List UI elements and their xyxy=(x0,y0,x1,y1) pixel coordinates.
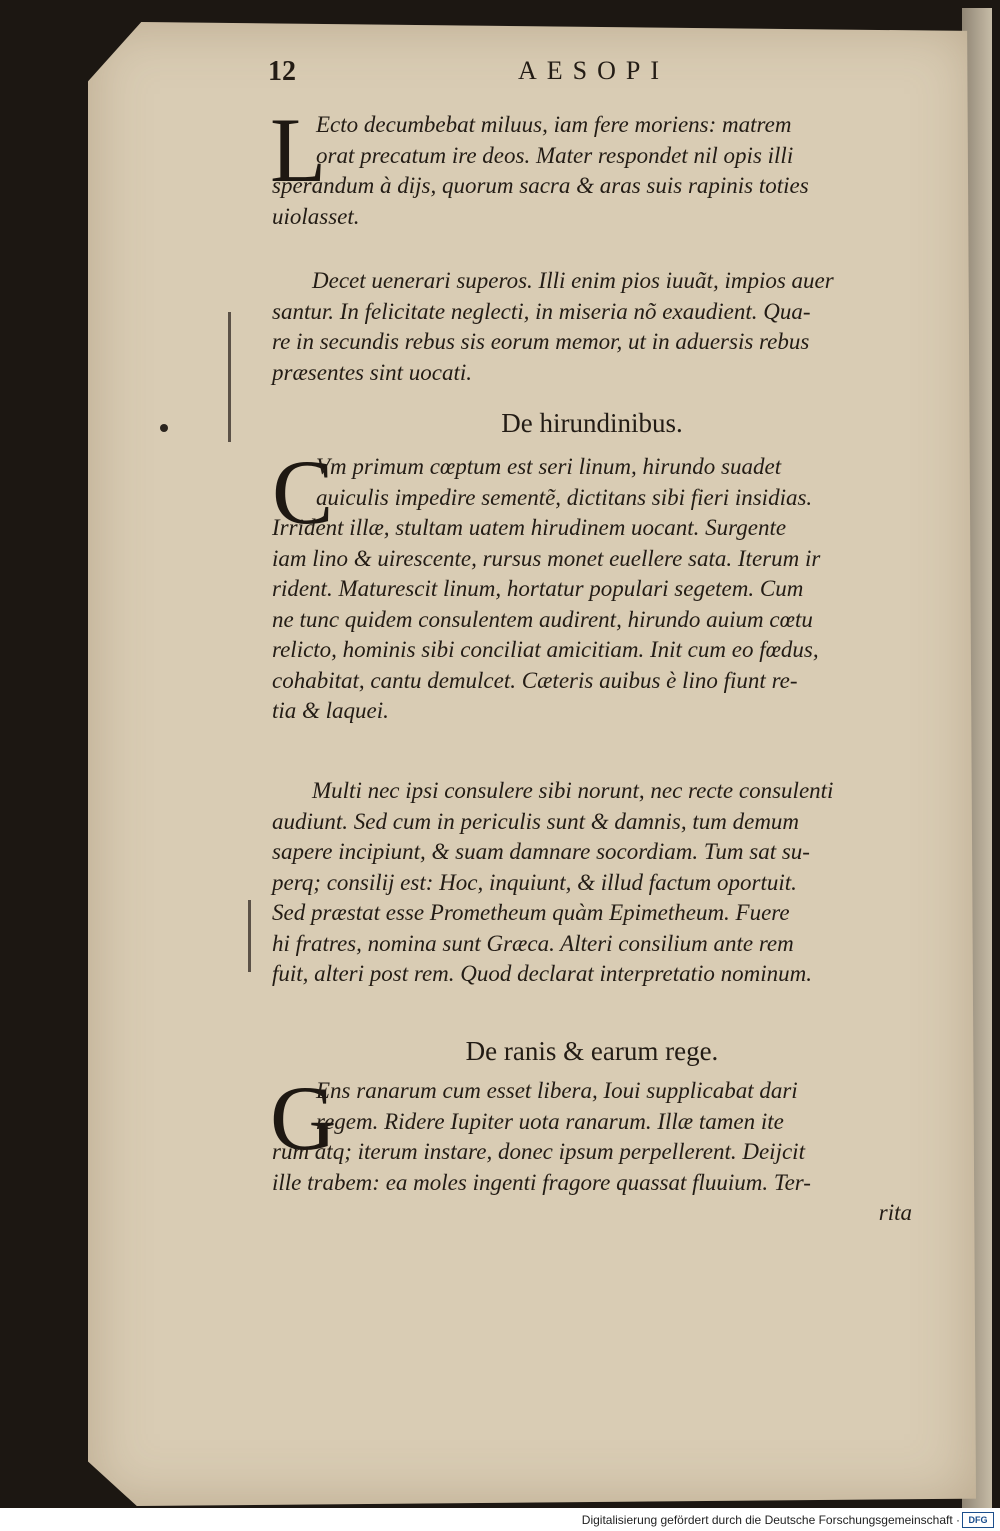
text-line: tia & laquei. xyxy=(272,698,389,723)
text-line: orat precatum ire deos. Mater respondet nil opis illi xyxy=(316,142,794,168)
text-line: Ecto decumbebat miluus, iam fere moriens: matrem xyxy=(316,112,792,137)
text-line: Vm primum cœptum est seri linum, hirundo suadet xyxy=(316,454,782,479)
fable1-text xyxy=(272,110,912,232)
text-line: relicto, hominis sibi conciliat amicitiam. Init cum eo fœdus, xyxy=(272,637,819,662)
text-line: perq; consilij est: Hoc, inquiunt, & illud factum oportuit. xyxy=(272,869,797,895)
initial-letter: L xyxy=(270,99,327,201)
text-line: Ens ranarum cum esset libera, Ioui supplicabat dari xyxy=(316,1078,798,1103)
text-line: rident. Maturescit linum, hortatur populari segetem. Cum xyxy=(272,576,804,601)
text-line: ne tunc quidem consulentem audirent, hirundo auium cœtu xyxy=(272,606,813,632)
book-page xyxy=(88,22,976,1506)
fable3-text xyxy=(272,1076,912,1229)
text-line: præsentes sint uocati. xyxy=(272,359,472,385)
margin-mark xyxy=(228,312,231,442)
catchword: rita xyxy=(878,1200,912,1225)
fable1-moral xyxy=(272,266,912,388)
text-line: uiolasset. xyxy=(272,203,360,229)
fable2-moral xyxy=(272,776,912,990)
margin-mark xyxy=(248,900,251,972)
text-line: iam lino & uirescente, rursus monet euellere sata. Iterum ir xyxy=(272,545,821,571)
section-heading: De hirundinibus. xyxy=(501,408,683,438)
text-line: sapere incipiunt, & suam damnare socordiam. Tum sat su- xyxy=(272,839,810,864)
text-line: ille trabem: ea moles ingenti fragore quassat fluuium. Ter- xyxy=(272,1169,811,1195)
section-heading: De ranis & earum rege. xyxy=(465,1036,719,1066)
running-title: AESOPI xyxy=(518,56,670,85)
text-line: Multi nec ipsi consulere sibi norunt, nec recte consulenti xyxy=(312,778,834,803)
text-line: Decet uenerari superos. Illi enim pios iuuãt, impios auer xyxy=(312,268,834,293)
initial-letter: C xyxy=(272,441,334,543)
text-line: rum atq; iterum instare, donec ipsum perpellerent. Deijcit xyxy=(272,1139,805,1164)
text-line: cohabitat, cantu demulcet. Cæteris auibus è lino fiunt re- xyxy=(272,667,798,693)
fable2-text xyxy=(272,452,912,727)
footer-bar xyxy=(0,1508,1000,1531)
text-line: audiunt. Sed cum in periculis sunt & damnis, tum demum xyxy=(272,808,800,834)
text-line: re in secundis rebus sis eorum memor, ut in aduersis rebus xyxy=(272,329,810,354)
text-line: fuit, alteri post rem. Quod declarat interpretatio nominum. xyxy=(272,961,813,986)
text-line: sperandum à dijs, quorum sacra & aras suis rapinis toties xyxy=(272,173,809,198)
text-line: regem. Ridere Iupiter uota ranarum. Illæ tamen ite xyxy=(316,1108,784,1134)
margin-dot xyxy=(160,424,168,432)
initial-letter: G xyxy=(270,1067,337,1169)
text-line: auiculis impedire sementẽ, dictitans sibi fieri insidias. xyxy=(316,484,813,510)
text-line: Irrident illæ, stultam uatem hirudinem uocant. Surgente xyxy=(272,515,787,540)
funding-notice: Digitalisierung gefördert durch die Deutsche Forschungsgemeinschaft · xyxy=(581,1513,960,1527)
text-line: hi fratres, nomina sunt Græca. Alteri consilium ante rem xyxy=(272,930,794,956)
text-line: Sed præstat esse Prometheum quàm Epimetheum. Fuere xyxy=(272,900,790,925)
dfg-logo-icon: DFG xyxy=(962,1512,994,1528)
folio: 12 xyxy=(268,56,296,87)
text-line: santur. In felicitate neglecti, in miseria nõ exaudient. Qua- xyxy=(272,298,811,324)
